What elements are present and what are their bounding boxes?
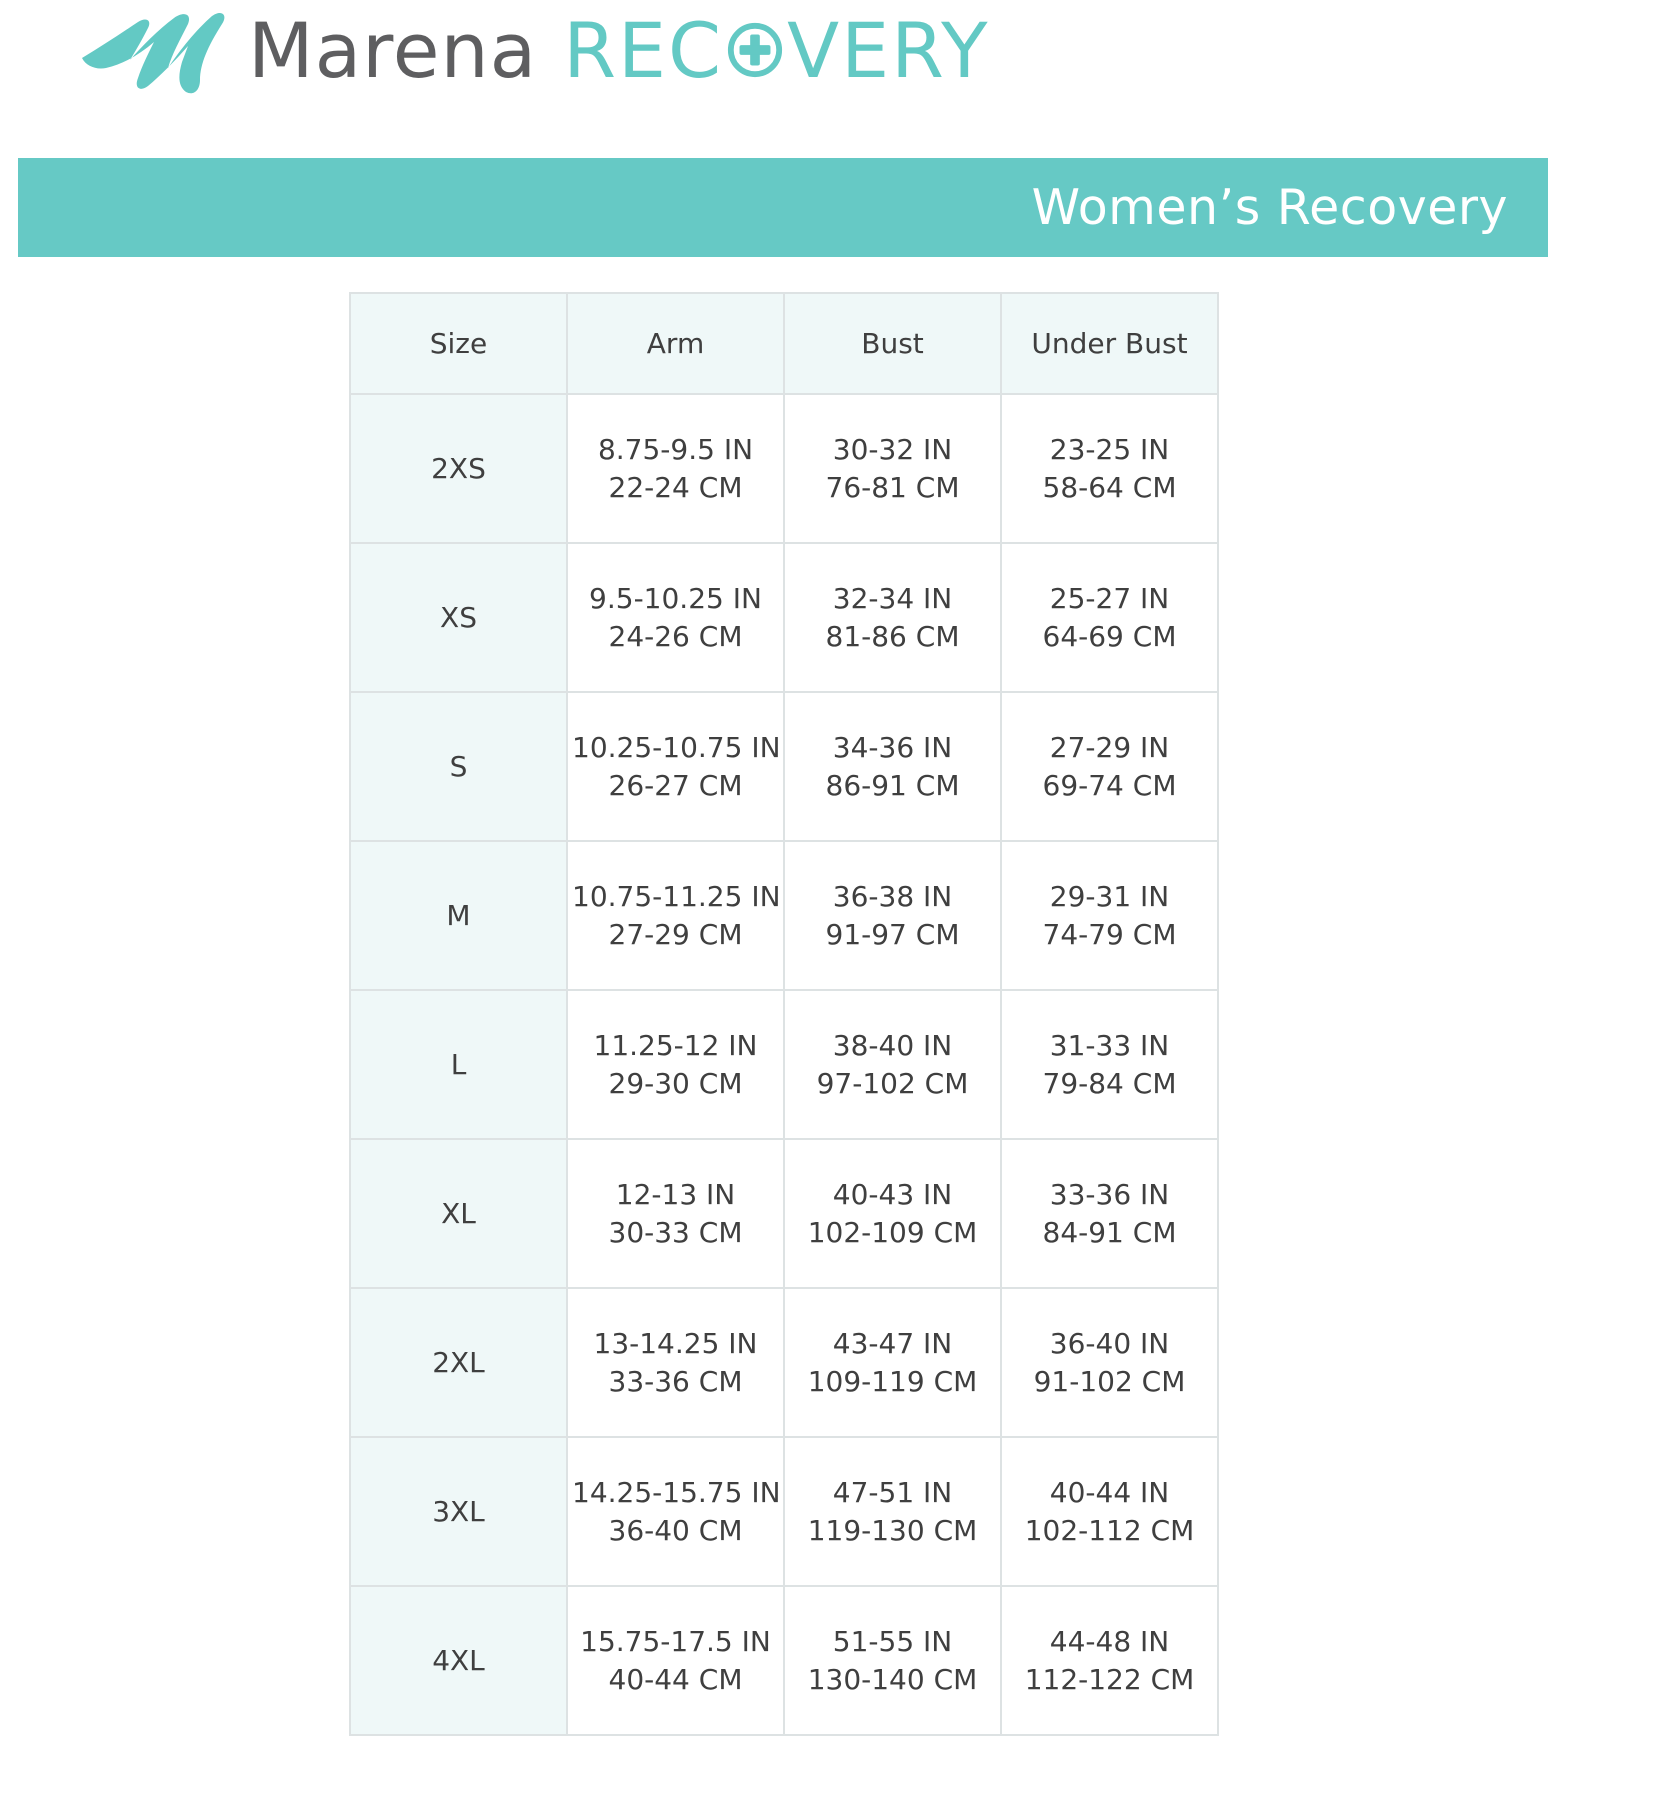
bust-cell (784, 1437, 1001, 1586)
size-cell: 3XL (350, 1437, 567, 1586)
under-bust-centimeters: 79-84 CM (1042, 1066, 1177, 1100)
arm-centimeters: 26-27 CM (608, 768, 743, 802)
under-bust-cell (1001, 394, 1218, 543)
table-header-row (350, 293, 1218, 394)
arm-centimeters: 22-24 CM (608, 470, 743, 504)
bust-inches: 51-55 IN (832, 1624, 953, 1658)
bust-cell (784, 692, 1001, 841)
bust-cell (784, 1288, 1001, 1437)
arm-cell (567, 1139, 784, 1288)
under-bust-centimeters: 112-122 CM (1024, 1662, 1195, 1696)
under-bust-centimeters: 64-69 CM (1042, 619, 1177, 653)
category-banner (18, 158, 1548, 257)
arm-inches: 10.75-11.25 IN (572, 879, 781, 913)
under-bust-cell (1001, 1288, 1218, 1437)
under-bust-cell (1001, 1139, 1218, 1288)
banner-title: Women’s Recovery (1031, 179, 1508, 236)
under-bust-centimeters: 69-74 CM (1042, 768, 1177, 802)
bust-inches: 38-40 IN (832, 1028, 953, 1062)
bust-cell (784, 990, 1001, 1139)
bust-centimeters: 130-140 CM (807, 1662, 978, 1696)
size-cell: S (350, 692, 567, 841)
arm-inches: 9.5-10.25 IN (589, 581, 762, 615)
arm-inches: 15.75-17.5 IN (580, 1624, 771, 1658)
table-row (350, 1586, 1218, 1735)
arm-cell (567, 1288, 784, 1437)
under-bust-cell (1001, 841, 1218, 990)
under-bust-inches: 44-48 IN (1049, 1624, 1170, 1658)
under-bust-centimeters: 74-79 CM (1042, 917, 1177, 951)
under-bust-inches: 40-44 IN (1049, 1475, 1170, 1509)
bust-centimeters: 86-91 CM (825, 768, 960, 802)
bust-inches: 40-43 IN (832, 1177, 953, 1211)
table-row (350, 1139, 1218, 1288)
under-bust-inches: 25-27 IN (1049, 581, 1170, 615)
table-body (350, 394, 1218, 1735)
size-cell: XS (350, 543, 567, 692)
bust-centimeters: 91-97 CM (825, 917, 960, 951)
bust-centimeters: 81-86 CM (825, 619, 960, 653)
bust-cell (784, 1139, 1001, 1288)
arm-cell (567, 990, 784, 1139)
size-chart-table (349, 292, 1219, 1736)
under-bust-centimeters: 91-102 CM (1033, 1364, 1186, 1398)
product-name-prefix: REC (563, 6, 724, 95)
arm-cell (567, 692, 784, 841)
bust-cell (784, 543, 1001, 692)
table-row (350, 841, 1218, 990)
table-row (350, 1288, 1218, 1437)
under-bust-cell (1001, 543, 1218, 692)
bust-inches: 34-36 IN (832, 730, 953, 764)
bust-cell (784, 394, 1001, 543)
brand-name: Marena (248, 6, 538, 95)
size-cell: L (350, 990, 567, 1139)
arm-centimeters: 40-44 CM (608, 1662, 743, 1696)
column-header-size: Size (350, 293, 567, 394)
marena-recovery-logo (76, 6, 990, 96)
arm-cell (567, 1437, 784, 1586)
arm-centimeters: 36-40 CM (608, 1513, 743, 1547)
bust-inches: 32-34 IN (832, 581, 953, 615)
under-bust-cell (1001, 1437, 1218, 1586)
bust-centimeters: 102-109 CM (807, 1215, 978, 1249)
product-name (563, 6, 990, 95)
table-row (350, 543, 1218, 692)
marena-m-swoosh-icon (76, 6, 226, 96)
arm-centimeters: 29-30 CM (608, 1066, 743, 1100)
under-bust-cell (1001, 990, 1218, 1139)
under-bust-cell (1001, 1586, 1218, 1735)
arm-centimeters: 27-29 CM (608, 917, 743, 951)
under-bust-centimeters: 102-112 CM (1024, 1513, 1195, 1547)
arm-cell (567, 394, 784, 543)
size-cell: M (350, 841, 567, 990)
arm-inches: 11.25-12 IN (593, 1028, 758, 1062)
table-row (350, 394, 1218, 543)
under-bust-inches: 23-25 IN (1049, 432, 1170, 466)
bust-inches: 43-47 IN (832, 1326, 953, 1360)
bust-centimeters: 119-130 CM (807, 1513, 978, 1547)
bust-cell (784, 841, 1001, 990)
arm-inches: 14.25-15.75 IN (572, 1475, 781, 1509)
arm-cell (567, 841, 784, 990)
arm-centimeters: 33-36 CM (608, 1364, 743, 1398)
arm-cell (567, 1586, 784, 1735)
arm-inches: 10.25-10.75 IN (572, 730, 781, 764)
bust-centimeters: 97-102 CM (816, 1066, 969, 1100)
arm-centimeters: 24-26 CM (608, 619, 743, 653)
size-cell: 4XL (350, 1586, 567, 1735)
under-bust-centimeters: 84-91 CM (1042, 1215, 1177, 1249)
size-cell: 2XL (350, 1288, 567, 1437)
under-bust-centimeters: 58-64 CM (1042, 470, 1177, 504)
bust-centimeters: 76-81 CM (825, 470, 960, 504)
column-header-bust: Bust (784, 293, 1001, 394)
under-bust-inches: 29-31 IN (1049, 879, 1170, 913)
product-name-suffix: VERY (787, 6, 990, 95)
arm-inches: 8.75-9.5 IN (597, 432, 754, 466)
bust-inches: 30-32 IN (832, 432, 953, 466)
table-row (350, 990, 1218, 1139)
column-header-under-bust: Under Bust (1001, 293, 1218, 394)
table-row (350, 692, 1218, 841)
bust-inches: 47-51 IN (832, 1475, 953, 1509)
bust-inches: 36-38 IN (832, 879, 953, 913)
size-cell: 2XS (350, 394, 567, 543)
medical-cross-circle-icon (726, 21, 784, 79)
bust-centimeters: 109-119 CM (807, 1364, 978, 1398)
under-bust-inches: 36-40 IN (1049, 1326, 1170, 1360)
arm-cell (567, 543, 784, 692)
column-header-arm: Arm (567, 293, 784, 394)
table-row (350, 1437, 1218, 1586)
bust-cell (784, 1586, 1001, 1735)
under-bust-inches: 27-29 IN (1049, 730, 1170, 764)
under-bust-inches: 33-36 IN (1049, 1177, 1170, 1211)
size-cell: XL (350, 1139, 567, 1288)
arm-inches: 12-13 IN (615, 1177, 736, 1211)
arm-inches: 13-14.25 IN (593, 1326, 758, 1360)
under-bust-inches: 31-33 IN (1049, 1028, 1170, 1062)
arm-centimeters: 30-33 CM (608, 1215, 743, 1249)
under-bust-cell (1001, 692, 1218, 841)
